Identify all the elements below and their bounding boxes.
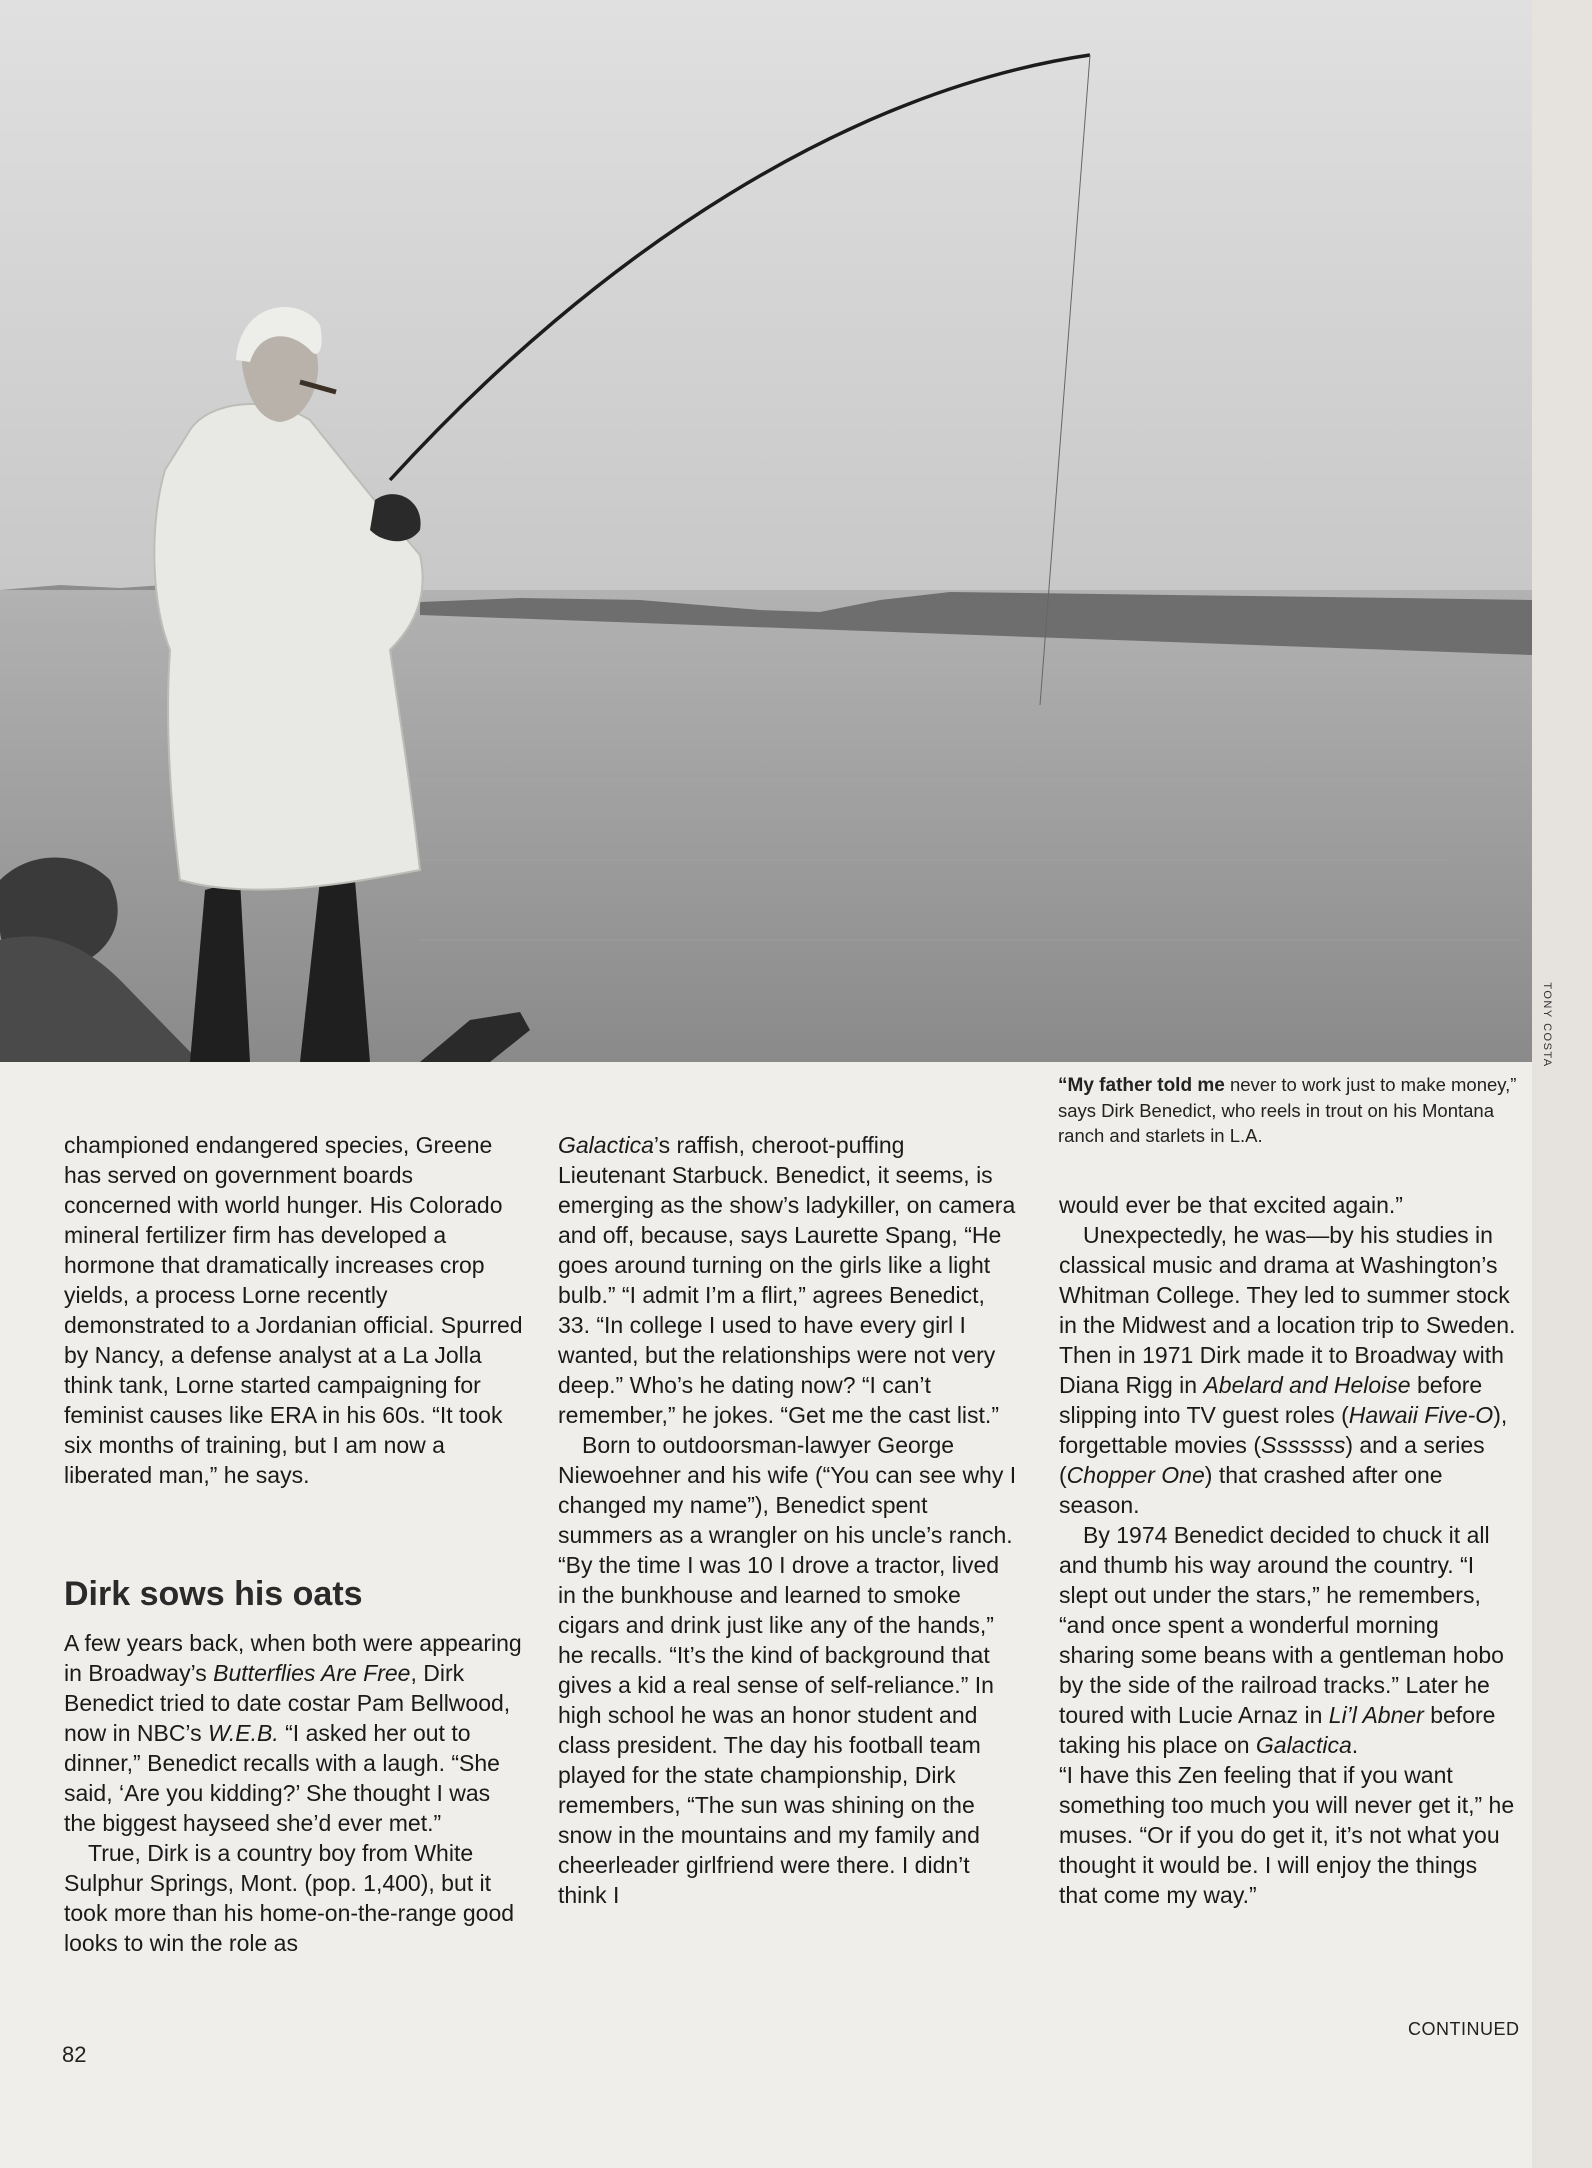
paragraph: “I have this Zen feeling that if you want something too much you will never get it,” he muses. “Or if you do get it, it’s not what you thought it would be. I will enjoy the things that come my way.” (1059, 1762, 1515, 1908)
article-column-1-continued (64, 1628, 524, 1958)
article-column-1 (64, 1130, 524, 1490)
caption-lead: “My father told me (1058, 1075, 1225, 1096)
paragraph: championed endangered species, Greene has served on government boards concerned with world hunger. His Colorado mineral fertilizer firm has developed a hormone that dramatically increases crop yields, a process Lorne recently demonstrated to a Jordanian official. Spurred by Nancy, a defense analyst at a La Jolla think tank, Lorne started campaigning for feminist causes like ERA in his 60s. “It took six months of training, but I am now a liberated man,” he says. (64, 1132, 523, 1488)
paragraph: True, Dirk is a country boy from White Sulphur Springs, Mont. (pop. 1,400), but it took more than his home-on-the-range good looks to win the role as (64, 1840, 515, 1956)
continued-label: CONTINUED (1408, 2019, 1520, 2039)
paragraph: Unexpectedly, he was—by his studies in classical music and drama at Washington’s Whitman College. They led to summer stock in the Midwest and a location trip to Sweden. Then in 1971 Dirk made it to Broadway with Diana Rigg in Abelard and Heloise before slipping into TV guest roles (Hawaii Five-O), forgettable movies (Sssssss) and a series (Chopper One) that crashed after one season. (1059, 1222, 1516, 1518)
page-edge-strip (1532, 0, 1592, 2168)
paragraph: Galactica’s raffish, cheroot-puffing Lieutenant Starbuck. Benedict, it seems, is emerging as the show’s ladykiller, on camera and off, because, says Laurette Spang, “He goes around turning on the girls like a light bulb.” “I admit I’m a flirt,” agrees Benedict, 33. “In college I used to have every girl I wanted, but the relationships were not very deep.” Who’s he dating now? “I can’t remember,” he jokes. “Get me the cast list.” (558, 1132, 1016, 1428)
paragraph: Born to outdoorsman-lawyer George Niewoehner and his wife (“You can see why I changed my name”), Benedict spent summers as a wrangler on his uncle’s ranch. “By the time I was 10 I drove a tractor, lived in the bunkhouse and learned to smoke cigars and drink just like any of the hands,” he recalls. “It’s the kind of background that gives a kid a real sense of self-reliance.” In high school he was an honor student and class president. The day his football team played for the state championship, Dirk remembers, “The sun was shining on the snow in the mountains and my family and cheerleader girlfriend were there. I didn’t think I (558, 1432, 1017, 1908)
section-subhead: Dirk sows his oats (64, 1575, 363, 1613)
paragraph: would ever be that excited again.” (1059, 1192, 1403, 1218)
photo-caption (1058, 1072, 1528, 1148)
paragraph: By 1974 Benedict decided to chuck it all and thumb his way around the country. “I slept out under the stars,” he remembers, “and once spent a wonderful morning sharing some beans with a gentleman hobo by the side of the railroad tracks.” Later he toured with Lucie Arnaz in Li’l Abner before taking his place on Galactica. (1059, 1522, 1504, 1758)
paragraph: A few years back, when both were appearing in Broadway’s Butterflies Are Free, Dirk Benedict tried to date costar Pam Bellwood, now in NBC’s W.E.B. “I asked her out to dinner,” Benedict recalls with a laugh. “She said, ‘Are you kidding?’ She thought I was the biggest hayseed she’d ever met.” (64, 1630, 522, 1836)
caption-text: never to work just to make money,” says Dirk Benedict, who reels in trout on his Montana ranch and starlets in L.A. (1058, 1074, 1517, 1146)
article-column-2 (558, 1130, 1018, 1910)
article-column-3 (1059, 1190, 1519, 1910)
page-number: 82 (62, 2042, 87, 2067)
fishing-photo-illustration (0, 0, 1532, 1062)
photo-credit: TONY COSTA (1541, 982, 1553, 1068)
fishing-photo (0, 0, 1532, 1062)
